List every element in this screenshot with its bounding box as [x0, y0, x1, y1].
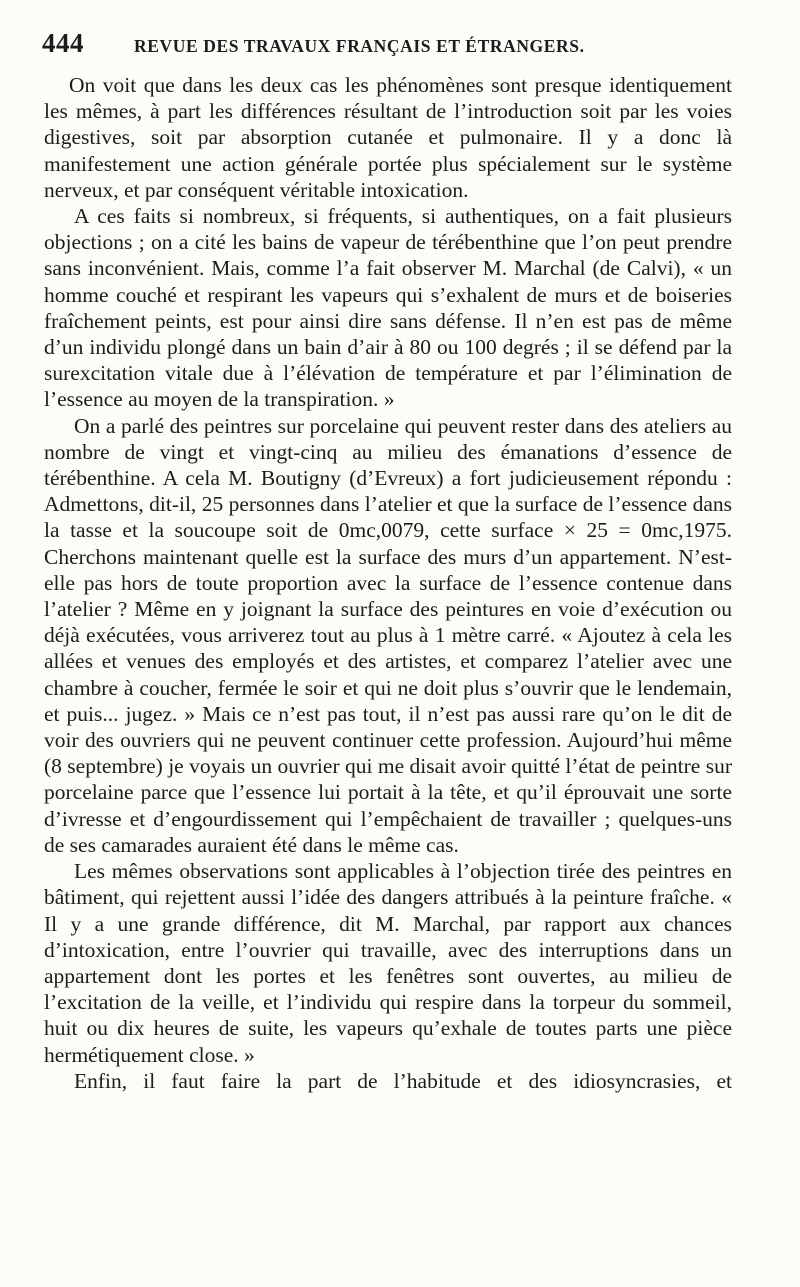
paragraph: Enfin, il faut faire la part de l’habitude et des idiosyncrasies, et [74, 1068, 732, 1093]
page-number: 444 [42, 28, 84, 58]
body-text [44, 72, 732, 1094]
running-title: REVUE DES TRAVAUX FRANÇAIS ET ÉTRANGERS. [134, 36, 585, 56]
paragraph: On a parlé des peintres sur porcelaine qui peuvent rester dans des ateliers au nombre de vingt et vingt-cinq au milieu des émanations d’essence de térébenthine. A cela M. Boutigny (d’Evreux) a fort judicieusement répondu : Admettons, dit-il, 25 personnes dans l’atelier et que la surface de l’essence dans la tasse et la soucoupe soit de 0mc,0079, cette surface × 25 = 0mc,1975. Cherchons maintenant quelle est la surface des murs d’un appartement. N’est-elle pas hors de toute proportion avec la surface de l’essence contenue dans l’atelier ? Même en y joignant la surface des peintures en voie d’exécution ou déjà exécutées, vous arriverez tout au plus à 1 mètre carré. « Ajoutez à cela les allées et venues des employés et des artistes, et comparez l’atelier avec une chambre à coucher, fermée le soir et qui ne doit plus s’ouvrir que le lendemain, et puis... jugez. » Mais ce n’est pas tout, il n’est pas aussi rare qu’on le dit de voir des ouvriers qui ne peuvent continuer cette profession. Aujourd’hui même (8 septembre) je voyais un ouvrier qui me disait avoir quitté l’état de peintre sur porcelaine parce que l’essence lui portait à la tête, et qu’il éprouvait une sorte d’ivresse et d’engourdissement qui l’empêchaient de travailler ; quelques-uns de ses camarades auraient été dans le même cas. [44, 413, 732, 857]
paragraph: On voit que dans les deux cas les phénomènes sont presque identiquement les mêmes, à part les différences résultant de l’introduction soit par les voies digestives, soit par absorption cutanée et pulmonaire. Il y a donc là manifestement une action générale portée plus spécialement sur le système nerveux, et par conséquent véritable intoxication. [44, 73, 732, 202]
page-header [42, 28, 732, 64]
paragraph: A ces faits si nombreux, si fréquents, si authentiques, on a fait plusieurs objections ; on a cité les bains de vapeur de térébenthine que l’on peut prendre sans inconvénient. Mais, comme l’a fait observer M. Marchal (de Calvi), « un homme couché et respirant les vapeurs qui s’exhalent de murs et de boiseries fraîchement peints, est pour ainsi dire sans défense. Il n’en est pas de même d’un individu plongé dans un bain d’air à 80 ou 100 degrés ; il se défend par la surexcitation vitale due à l’élévation de température et par l’élimination de l’essence au moyen de la transpiration. » [44, 204, 732, 412]
paragraph: Les mêmes observations sont applicables à l’objection tirée des peintres en bâtiment, qui rejettent aussi l’idée des dangers attribués à la peinture fraîche. « Il y a une grande différence, dit M. Marchal, par rapport aux chances d’intoxication, entre l’ouvrier qui travaille, avec des interruptions dans un appartement dont les portes et les fenêtres sont ouvertes, au milieu de l’excitation de la veille, et l’individu qui respire dans la torpeur du sommeil, huit ou dix heures de suite, les vapeurs qu’exhale de toutes parts une pièce hermétiquement close. » [44, 859, 732, 1067]
